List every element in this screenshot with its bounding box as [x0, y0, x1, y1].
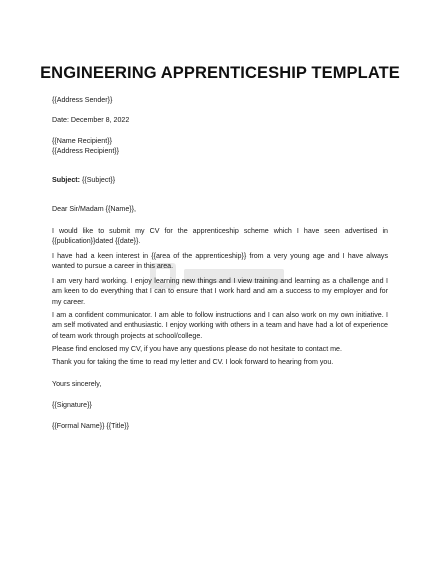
subject-line [52, 175, 388, 185]
salutation: Dear Sir/Madam {{Name}}, [52, 205, 136, 213]
paragraph-enclosed-cv: Please find enclosed my CV, if you have any questions please do not hesitate to contact me. [52, 345, 342, 353]
recipient-address: {{Address Recipient}} [52, 147, 120, 155]
document-title: ENGINEERING APPRENTICESHIP TEMPLATE [40, 64, 400, 82]
paragraph-thank-you: Thank you for taking the time to read my letter and CV. I look forward to hearing from you. [52, 358, 334, 366]
paragraph-communicator: I am a confident communicator. I am able to follow instructions and I can also work on my own initiative. I am self motivated and enthusiastic. I enjoy working with others in a team and have had a lot of experience of team work through projects at school/college. [52, 311, 388, 340]
paragraph-interest: I have had a keen interest in {{area of the apprenticeship}} from a very young age and I have always wanted to pursue a career in this area. [52, 252, 388, 271]
paragraph-intro: I would like to submit my CV for the apprenticeship scheme which I have seen advertised in {{publication}}dated {{date}}. [52, 227, 388, 246]
sender-address: {{Address Sender}} [52, 96, 113, 104]
subject-value: {{Subject}} [79, 176, 116, 184]
signature: {{Signature}} [52, 401, 92, 409]
paragraph-hard-working: I am very hard working. I enjoy learning new things and I view training and learning as a challenge and I am keen to do everything that I can to ensure that I work hard and am a success to my employer and for my career. [52, 277, 388, 306]
recipient-name: {{Name Recipient}} [52, 137, 112, 145]
closing: Yours sincerely, [52, 380, 102, 388]
formal-name: {{Formal Name}} {{Title}} [52, 422, 130, 430]
subject-label: Subject: [52, 176, 80, 184]
date-line: Date: December 8, 2022 [52, 116, 130, 124]
